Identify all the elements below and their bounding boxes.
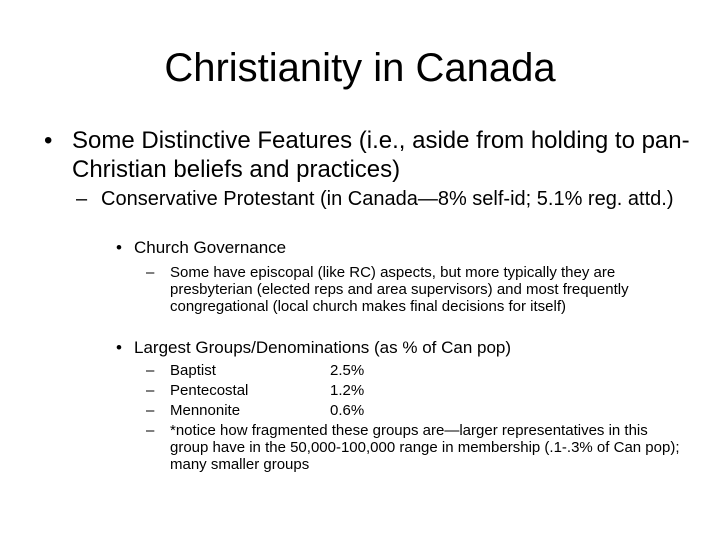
bullet-text: Some have episcopal (like RC) aspects, but more typically they are presbyterian (elected reps and area supervisors) and most frequently congregational (local church makes final decisions for itself) (170, 264, 629, 315)
denomination-name: Pentecostal (170, 382, 249, 399)
denomination-percent: 0.6% (330, 402, 365, 419)
note-text: *notice how fragmented these groups are—larger representatives in this group have in the 50,000-100,000 range in membership (.1-.3% of Can pop); many smaller groups (170, 422, 680, 473)
denomination-percent: 2.5% (330, 362, 365, 379)
bullet-text: Conservative Protestant (in Canada—8% self-id; 5.1% reg. attd.) (101, 188, 674, 210)
bullet-governance-detail (146, 264, 681, 315)
fragmentation-note (146, 422, 681, 473)
dash-icon: – (76, 188, 88, 210)
denomination-item (146, 362, 681, 379)
bullet-text: Largest Groups/Denominations (as % of Can pop) (134, 338, 512, 357)
bullet-church-governance (116, 238, 696, 258)
slide-title: Christianity in Canada (164, 46, 556, 90)
denomination-name: Baptist (170, 362, 216, 379)
bullet-distinctive-features (44, 126, 694, 184)
dash-icon: – (146, 382, 155, 399)
denomination-percent: 1.2% (330, 382, 365, 399)
bullet-icon: • (44, 127, 53, 154)
bullet-largest-groups (116, 338, 696, 358)
dash-icon: – (146, 422, 155, 439)
denomination-item (146, 402, 681, 419)
denomination-item (146, 382, 681, 399)
dash-icon: – (146, 362, 155, 379)
dash-icon: – (146, 402, 155, 419)
dash-icon: – (146, 264, 155, 281)
bullet-text: Some Distinctive Features (i.e., aside from holding to pan-Christian beliefs and practices) (72, 127, 690, 183)
bullet-icon: • (116, 338, 122, 357)
bullet-conservative-protestant (76, 188, 696, 211)
bullet-text: Church Governance (134, 238, 287, 257)
bullet-icon: • (116, 238, 122, 257)
denomination-name: Mennonite (170, 402, 241, 419)
